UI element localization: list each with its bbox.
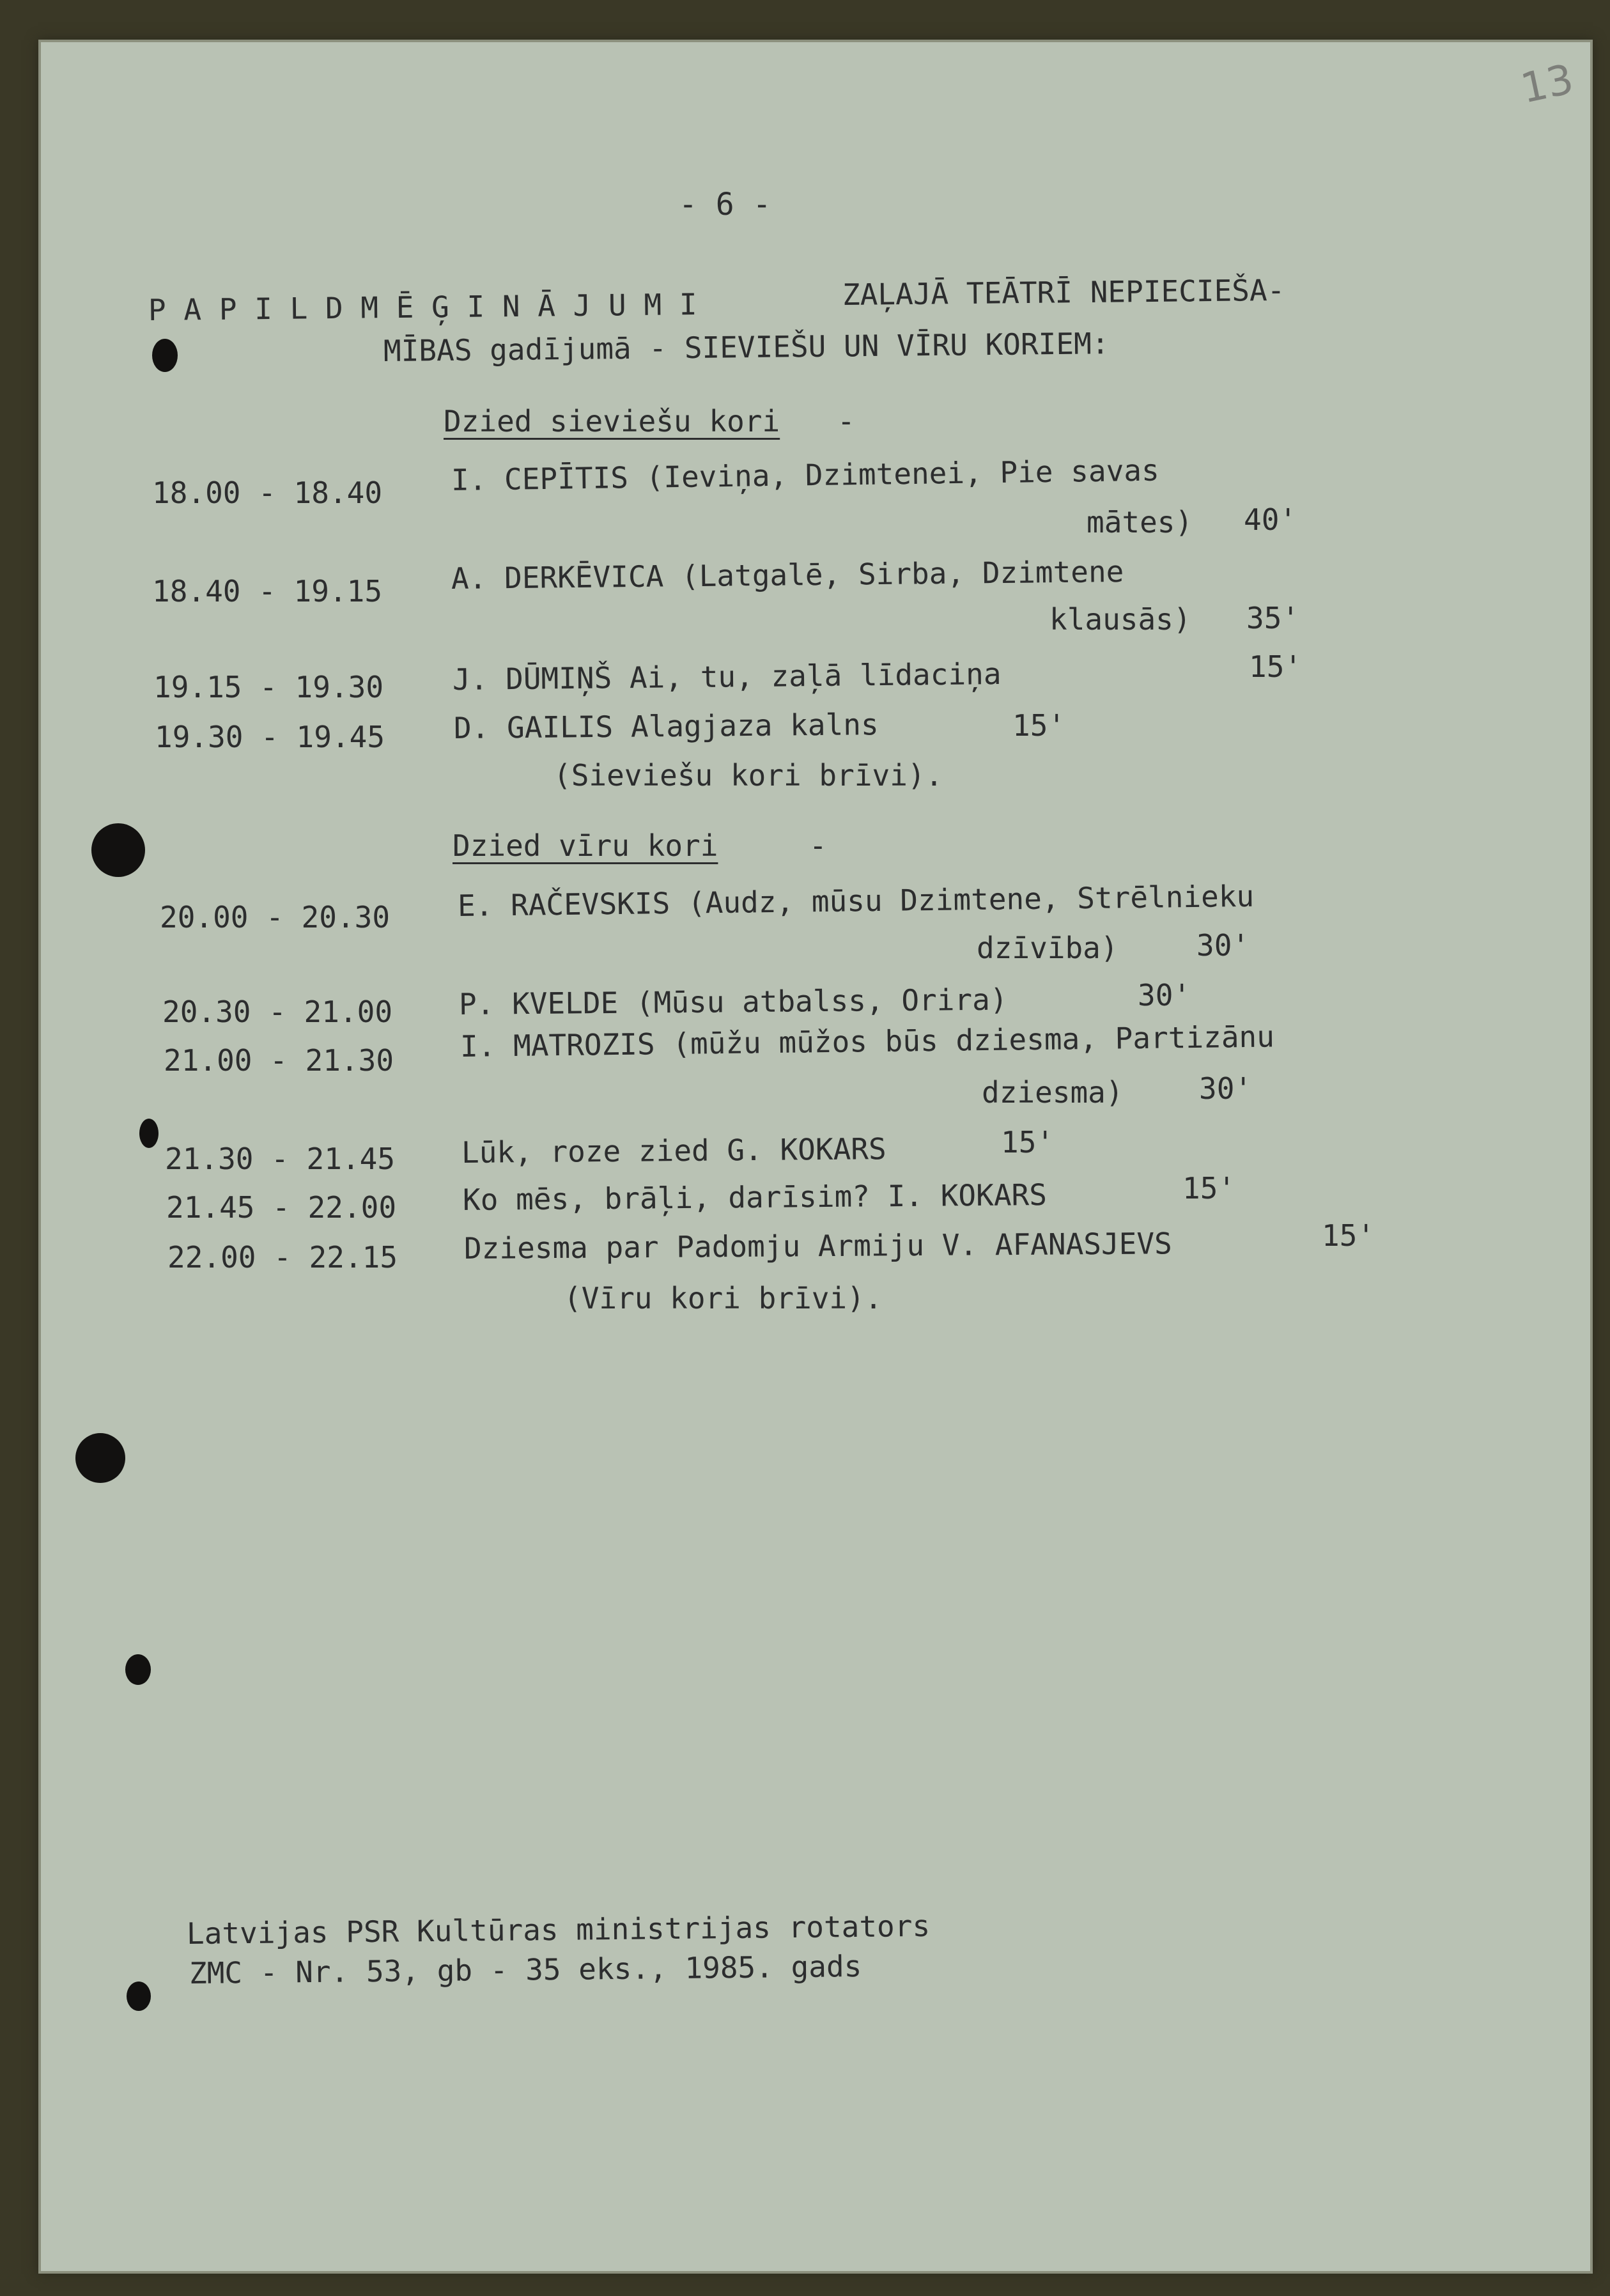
duration: 30' (1199, 1071, 1253, 1106)
program-entry-cont: dzīvība) (977, 931, 1118, 965)
program-entry-cont: klausās) (1049, 602, 1191, 637)
time-slot: 21.30 - 21.45 (165, 1142, 396, 1176)
duration: 40' (1244, 502, 1297, 537)
program-entry-cont: dziesma) (982, 1075, 1124, 1110)
program-entry-cont: mātes) (1087, 505, 1193, 539)
duration: 35' (1246, 601, 1300, 635)
program-entry: Dziesma par Padomju Armiju V. AFANASJEVS (463, 1226, 1172, 1266)
program-entry: J. DŪMIŅŠ Ai, tu, zaļā līdaciņa (452, 656, 1002, 697)
duration: 15' (1322, 1218, 1375, 1253)
time-slot: 21.45 - 22.00 (166, 1190, 397, 1225)
women-note: (Sieviešu kori brīvi). (553, 758, 943, 793)
women-section-title: Dzied sieviešu kori (444, 404, 780, 438)
footer-line1: Latvijas PSR Kultūras ministrijas rotators (186, 1908, 931, 1951)
duration: 15' (1012, 708, 1066, 743)
men-note: (Vīru kori brīvi). (564, 1281, 883, 1315)
men-section-dash: - (809, 828, 827, 863)
heading-line2: MĪBAS gadījumā - SIEVIEŠU UN VĪRU KORIEM: (383, 326, 1110, 368)
program-entry: E. RAČEVSKIS (Audz, mūsu Dzimtene, Strēlnieku (457, 878, 1255, 923)
heading-line1-left: P A P I L D M Ē Ģ I N Ā J U M I (148, 287, 697, 327)
punch-hole (139, 1119, 159, 1148)
time-slot: 20.30 - 21.00 (162, 995, 393, 1029)
time-slot: 19.30 - 19.45 (155, 720, 385, 754)
corner-mark: 13 (1517, 56, 1578, 113)
punch-hole (152, 339, 178, 372)
punch-hole (125, 1654, 151, 1685)
time-slot: 21.00 - 21.30 (164, 1043, 394, 1078)
program-entry: P. KVELDE (Mūsu atbalss, Orira) (458, 982, 1008, 1021)
footer-line2: ZMC - Nr. 53, gb - 35 eks., 1985. gads (189, 1948, 862, 1990)
program-entry: Ko mēs, brāļi, darīsim? I. KOKARS (462, 1177, 1048, 1217)
duration: 15' (1249, 649, 1303, 684)
men-section-title: Dzied vīru kori (453, 828, 718, 863)
duration: 15' (1182, 1171, 1236, 1206)
time-slot: 20.00 - 20.30 (160, 900, 391, 935)
page-number: - 6 - (679, 187, 771, 222)
program-entry: D. GAILIS Alagjaza kalns (453, 707, 879, 745)
punch-hole (127, 1982, 151, 2011)
duration: 15' (1001, 1125, 1055, 1160)
heading-line1-right: ZAĻAJĀ TEĀTRĪ NEPIECIEŠA- (842, 272, 1285, 312)
punch-hole (75, 1433, 125, 1483)
program-entry: I. CEPĪTIS (Ieviņa, Dzimtenei, Pie savas (451, 453, 1160, 497)
program-entry: Lūk, roze zied G. KOKARS (461, 1131, 886, 1170)
time-slot: 18.00 - 18.40 (152, 476, 383, 510)
time-slot: 18.40 - 19.15 (152, 574, 383, 609)
time-slot: 22.00 - 22.15 (167, 1240, 398, 1275)
program-entry: A. DERKĒVICA (Latgalē, Sirba, Dzimtene (451, 554, 1124, 596)
duration: 30' (1196, 928, 1250, 963)
program-entry: I. MATROZIS (mūžu mūžos būs dziesma, Partizānu (460, 1019, 1275, 1064)
women-section-dash: - (837, 404, 855, 438)
duration: 30' (1138, 978, 1191, 1012)
time-slot: 19.15 - 19.30 (153, 670, 384, 704)
punch-hole (91, 823, 145, 877)
